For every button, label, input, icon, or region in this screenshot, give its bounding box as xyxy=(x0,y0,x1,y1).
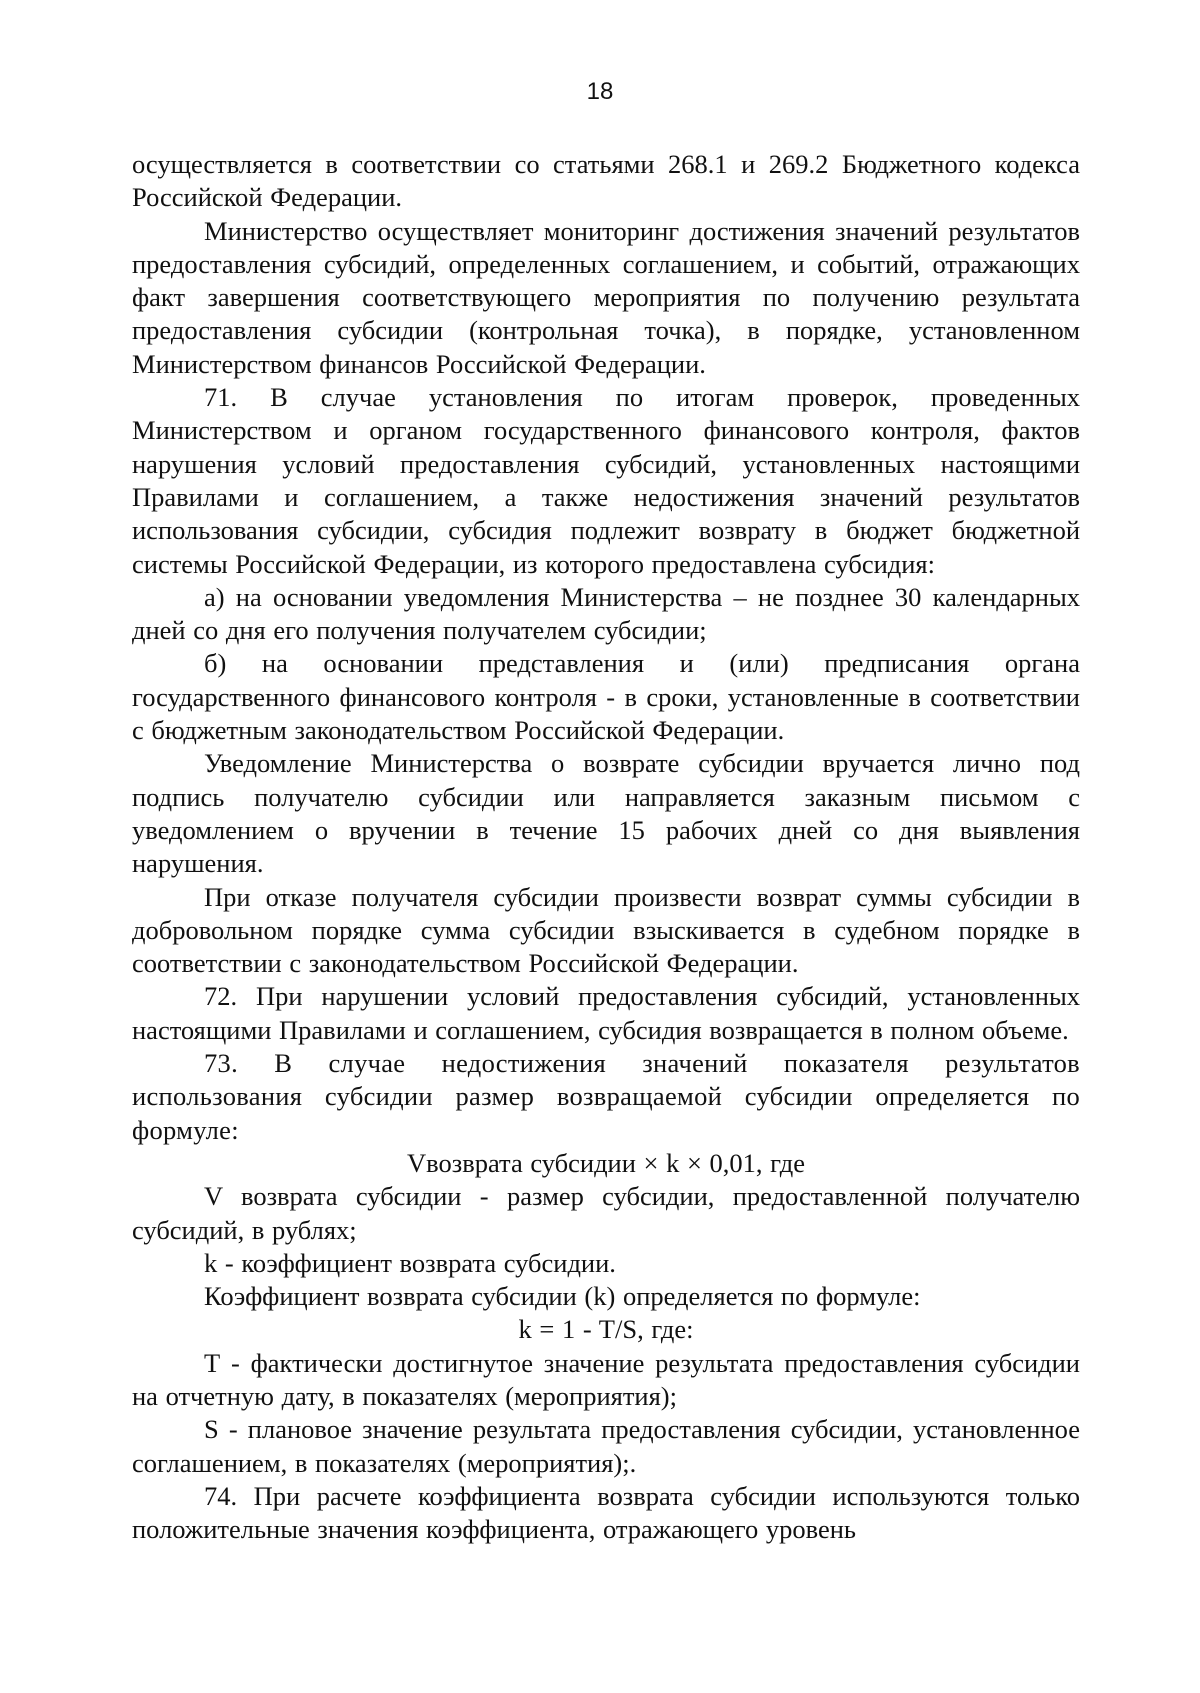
formula-coefficient: k = 1 - T/S, где: xyxy=(518,1314,694,1345)
paragraph-coefficient-intro: Коэффициент возврата субсидии (k) определяется по формуле: xyxy=(204,1281,921,1312)
paragraph-item-72: 72. При нарушении условий предоставления субсидий, установленных настоящими Правилами и соглашением, субсидия возвращается в полном объеме. xyxy=(132,981,1080,1045)
paragraph-continuation: осуществляется в соответствии со статьями 268.1 и 269.2 Бюджетного кодекса Российской Федерации. xyxy=(132,149,1080,213)
paragraph-item-73: 73. В случае недостижения значений показателя результатов использования субсидии размер возвращаемой субсидии определяется по формуле: xyxy=(132,1048,1080,1145)
paragraph-item-71-a: а) на основании уведомления Министерства – не позднее 30 календарных дней со дня его получения получателем субсидии; xyxy=(132,581,1080,646)
document-body xyxy=(132,148,1080,1546)
paragraph-definition-v: V возврата субсидии - размер субсидии, предоставленной получателю субсидий, в рублях; xyxy=(132,1181,1080,1245)
paragraph-item-71-b: б) на основании представления и (или) предписания органа государственного финансового контроля - в сроки, установленные в соответствии с бюджетным законодательством Российской Федерации. xyxy=(132,648,1080,746)
formula-return-amount: Vвозврата субсидии × k × 0,01, где xyxy=(407,1147,805,1178)
paragraph-definition-k: k - коэффициент возврата субсидии. xyxy=(204,1247,616,1278)
paragraph-item-74: 74. При расчете коэффициента возврата субсидии используются только положительные значения коэффициента, отражающего уровень xyxy=(132,1480,1080,1545)
paragraph-item-71: 71. В случае установления по итогам проверок, проведенных Министерством и органом государственного финансового контроля, фактов нарушения условий предоставления субсидий, установленных настоящими Правилами и соглашением, а также недостижения значений результатов использования субсидии, субсидия подлежит возврату в бюджет бюджетной системы Российской Федерации, из которого предоставлена субсидия: xyxy=(132,382,1080,579)
paragraph-notification: Уведомление Министерства о возврате субсидии вручается лично под подпись получателю субсидии или направляется заказным письмом с уведомлением о вручении в течение 15 рабочих дней со дня выявления нарушения. xyxy=(132,748,1080,879)
paragraph-refusal: При отказе получателя субсидии произвести возврат суммы субсидии в добровольном порядке сумма субсидии взыскивается в судебном порядке в соответствии с законодательством Российской Федерации. xyxy=(132,881,1080,979)
paragraph-definition-t: Т - фактически достигнутое значение результата предоставления субсидии на отчетную дату, в показателях (мероприятия); xyxy=(132,1347,1080,1411)
page-number: 18 xyxy=(586,78,614,105)
paragraph-monitoring: Министерство осуществляет мониторинг достижения значений результатов предоставления субсидий, определенных соглашением, и событий, отражающих факт завершения соответствующего мероприятия по получению результата предоставления субсидии (контрольная точка), в порядке, установленном Министерством финансов Российской Федерации. xyxy=(132,215,1080,379)
paragraph-definition-s: S - плановое значение результата предоставления субсидии, установленное соглашением, в показателях (мероприятия);. xyxy=(132,1414,1080,1478)
